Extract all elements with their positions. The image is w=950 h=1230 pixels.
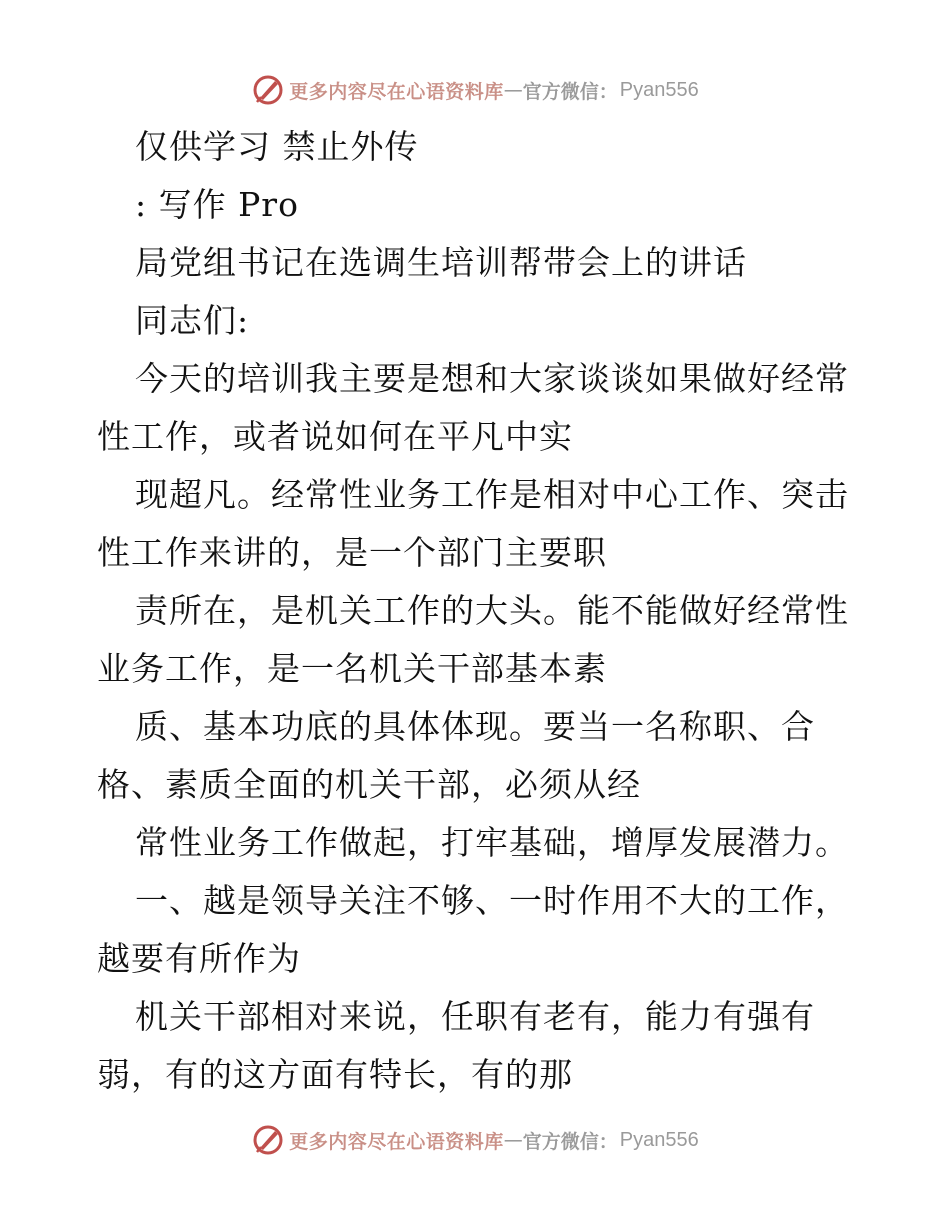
document-title: 局党组书记在选调生培训帮带会上的讲话 bbox=[135, 243, 747, 282]
doc-line: 同志们: bbox=[135, 301, 250, 340]
banner-brand-text: 更多内容尽在心语资料库 bbox=[289, 80, 504, 103]
banner-separator: — bbox=[503, 79, 523, 101]
section-heading-cont: 越要有所作为 bbox=[97, 939, 301, 978]
banner-official-label: 官方微信： bbox=[522, 1130, 618, 1153]
doc-line: 业务工作，是一名机关干部基本素 bbox=[97, 649, 607, 688]
doc-line: 格、素质全面的机关干部，必须从经 bbox=[97, 765, 641, 804]
doc-line: : 写作 Pro bbox=[135, 185, 299, 224]
doc-line: 机关干部相对来说，任职有老有，能力有强有 bbox=[135, 997, 815, 1036]
doc-line: 性工作，或者说如何在平凡中实 bbox=[97, 417, 573, 456]
doc-line: 今天的培训我主要是想和大家谈谈如果做好经常 bbox=[135, 359, 849, 398]
quill-pen-logo-icon bbox=[251, 1123, 285, 1157]
document-body bbox=[97, 118, 867, 1104]
header-watermark-banner bbox=[0, 70, 950, 110]
doc-line: 现超凡。经常性业务工作是相对中心工作、突击 bbox=[135, 475, 849, 514]
doc-line: 弱，有的这方面有特长，有的那 bbox=[97, 1055, 573, 1094]
doc-line: 质、基本功底的具体体现。要当一名称职、合 bbox=[135, 707, 815, 746]
doc-line: 责所在，是机关工作的大头。能不能做好经常性 bbox=[135, 591, 849, 630]
quill-pen-logo-icon bbox=[251, 73, 285, 107]
banner-wechat-id: Pyan556 bbox=[619, 1128, 699, 1151]
doc-line: 仅供学习 禁止外传 bbox=[135, 127, 419, 166]
footer-watermark-banner bbox=[0, 1120, 950, 1160]
banner-wechat-id: Pyan556 bbox=[619, 78, 699, 101]
doc-line: 性工作来讲的，是一个部门主要职 bbox=[97, 533, 607, 572]
banner-brand-text: 更多内容尽在心语资料库 bbox=[289, 1130, 504, 1153]
banner-separator: — bbox=[503, 1129, 523, 1151]
banner-official-label: 官方微信： bbox=[522, 80, 618, 103]
doc-line: 常性业务工作做起，打牢基础，增厚发展潜力。 bbox=[135, 823, 849, 862]
section-heading: 一、越是领导关注不够、一时作用不大的工作， bbox=[135, 881, 849, 920]
